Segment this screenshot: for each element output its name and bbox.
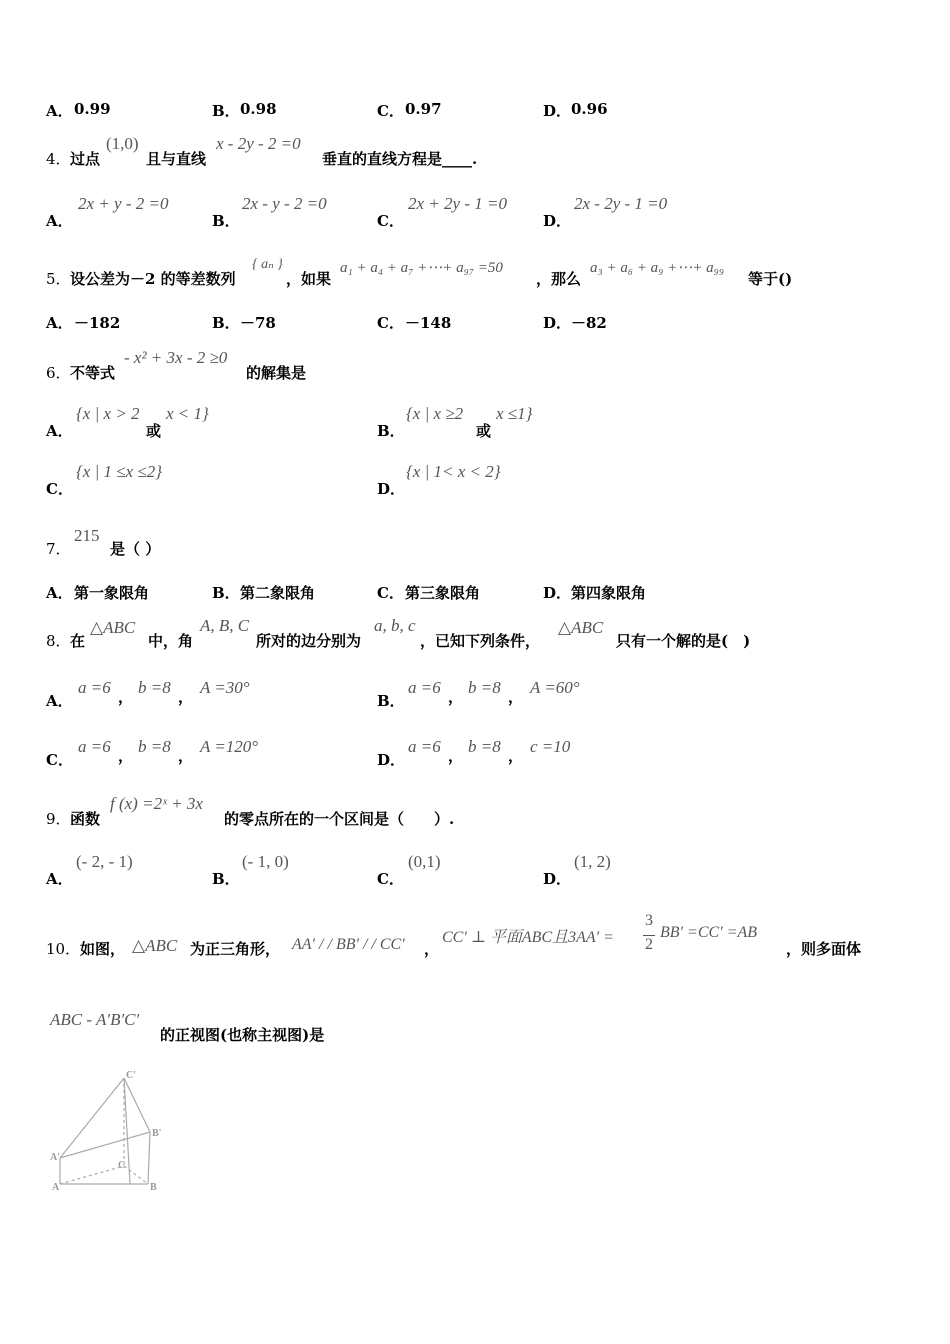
q5-option-d-label: D． — [543, 314, 572, 332]
q8-option-d-sep2: ， — [508, 747, 524, 765]
q8-option-d-label: D． — [377, 751, 406, 769]
q4-option-d-label: D． — [543, 212, 572, 230]
q10-parallel: AA′ / / BB′ / / CC′ — [292, 936, 405, 953]
q8-option-c-3: A =120° — [200, 737, 259, 756]
q8-option-c-sep1: ， — [118, 747, 134, 765]
label-c: C — [118, 1160, 126, 1171]
q9-option-b-label: B． — [212, 870, 240, 888]
q7-option-a-label: A． — [46, 584, 73, 602]
q10-text-5: 的正视图(也称主视图)是 — [160, 1026, 325, 1044]
q6-text-1: 不等式 — [70, 364, 116, 382]
q6-text-2: 的解集是 — [246, 364, 307, 382]
q4-number: 4． — [46, 150, 71, 168]
polyhedron-figure — [48, 1066, 178, 1196]
q7-option-d: 第四象限角 — [571, 584, 647, 602]
q9-option-d: (1, 2) — [574, 852, 611, 871]
q5-option-d: －82 — [571, 314, 607, 332]
q3-option-a: 0.99 — [74, 100, 111, 118]
q7-stem — [0, 522, 950, 562]
edge-cb-hidden — [124, 1166, 148, 1184]
q3-option-a-label: A． — [46, 102, 73, 120]
q3-option-d: 0.96 — [571, 100, 608, 118]
q4-option-c-label: C． — [377, 212, 404, 230]
q4-option-c: 2x + 2y - 1 =0 — [408, 194, 507, 213]
q10-fraction-denominator: 2 — [645, 936, 653, 953]
q3-option-b: 0.98 — [240, 100, 277, 118]
q7-angle: 215 — [74, 526, 100, 545]
q5-stem — [0, 252, 950, 292]
q8-option-c-sep2: ， — [178, 747, 194, 765]
q7-number: 7． — [46, 540, 71, 558]
q10-fraction-numerator: 3 — [645, 912, 653, 929]
q5-option-b-label: B． — [212, 314, 240, 332]
q10-stem — [0, 914, 950, 964]
q6-option-a-label: A． — [46, 422, 73, 440]
q4-text-3: 垂直的直线方程是____. — [322, 150, 478, 168]
q4-line: x - 2y - 2 =0 — [216, 134, 301, 153]
q6-options-cd — [0, 462, 950, 502]
q8-text-5: 只有一个解的是( ) — [616, 632, 751, 650]
q8-triangle-2: △ABC — [558, 618, 604, 637]
q7-option-c: 第三象限角 — [405, 584, 481, 602]
q8-text-1: 在 — [70, 632, 86, 650]
edge-ac-hidden — [60, 1166, 124, 1184]
q9-option-a: (- 2, - 1) — [76, 852, 133, 871]
q6-option-a-part2: x < 1} — [166, 404, 209, 423]
q3-option-c: 0.97 — [405, 100, 442, 118]
q10-text-3: ， — [424, 940, 440, 958]
q5-number: 5． — [46, 270, 71, 288]
q9-option-c-label: C． — [377, 870, 404, 888]
q10-text-4: ，则多面体 — [786, 940, 862, 958]
q8-sides: a, b, c — [374, 616, 416, 635]
q5-sequence: { aₙ } — [252, 257, 283, 272]
q9-options — [0, 852, 950, 892]
q8-option-c-label: C． — [46, 751, 73, 769]
q10-polyhedron: ABC - A′B′C′ — [50, 1010, 140, 1029]
q6-option-a-or: 或 — [146, 422, 162, 440]
q3-option-d-label: D． — [543, 102, 572, 120]
q9-option-a-label: A． — [46, 870, 73, 888]
q9-option-d-label: D． — [543, 870, 572, 888]
q9-option-c: (0,1) — [408, 852, 441, 871]
q6-stem — [0, 346, 950, 386]
q5-option-a: －182 — [74, 314, 121, 332]
q7-option-b-label: B． — [212, 584, 240, 602]
q8-option-a-2: b =8 — [138, 678, 171, 697]
q4-text-2: 且与直线 — [146, 150, 207, 168]
q5-text-1: 设公差为－2 的等差数列 — [70, 270, 236, 288]
label-a: A — [52, 1182, 60, 1193]
q8-number: 8． — [46, 632, 71, 650]
q8-stem — [0, 614, 950, 654]
q8-option-b-sep1: ， — [448, 688, 464, 706]
label-a-prime: A' — [50, 1152, 60, 1163]
q5-option-a-label: A． — [46, 314, 73, 332]
q4-point: (1,0) — [106, 134, 139, 153]
edge-c1b1 — [124, 1078, 150, 1132]
q10-triangle: △ABC — [132, 936, 178, 955]
q6-option-b-or: 或 — [476, 422, 492, 440]
q7-option-d-label: D． — [543, 584, 572, 602]
q6-option-d-label: D． — [377, 480, 406, 498]
q4-option-b: 2x - y - 2 =0 — [242, 194, 327, 213]
edge-a1c1 — [60, 1078, 124, 1158]
q8-option-d-3: c =10 — [530, 737, 571, 756]
label-c-prime: C' — [126, 1070, 136, 1081]
q9-text-1: 函数 — [70, 810, 101, 828]
q9-function: f (x) =2ˣ + 3x — [110, 794, 203, 813]
q8-option-d-2: b =8 — [468, 737, 501, 756]
edge-bb1 — [148, 1132, 150, 1184]
q5-text-4: 等于() — [748, 270, 793, 288]
q7-option-c-label: C． — [377, 584, 404, 602]
q6-options-ab — [0, 404, 950, 444]
label-b-prime: B' — [152, 1128, 162, 1139]
edge-a1b1 — [60, 1132, 150, 1158]
q10-condition-2: BB′ =CC′ =AB — [660, 924, 758, 941]
q3-option-c-label: C． — [377, 102, 404, 120]
q6-number: 6． — [46, 364, 71, 382]
q6-option-b-part2: x ≤1} — [496, 404, 533, 423]
q3-option-b-label: B． — [212, 102, 240, 120]
q8-options-ab — [0, 674, 950, 714]
q9-option-b: (- 1, 0) — [242, 852, 289, 871]
q5-text-3: ，那么 — [536, 270, 582, 288]
q8-text-2: 中，角 — [148, 632, 194, 650]
q4-option-a-label: A． — [46, 212, 73, 230]
q8-text-4: ，已知下列条件， — [420, 632, 541, 650]
q8-option-b-3: A =60° — [530, 678, 580, 697]
q4-stem — [0, 132, 950, 172]
q5-text-2: ，如果 — [286, 270, 332, 288]
q8-option-a-sep1: ， — [118, 688, 134, 706]
q4-text-1: 过点 — [70, 150, 101, 168]
q8-option-b-label: B． — [377, 692, 405, 710]
q6-option-b-label: B． — [377, 422, 405, 440]
q8-angles: A, B, C — [200, 616, 250, 635]
q6-option-c-label: C． — [46, 480, 73, 498]
q8-options-cd — [0, 733, 950, 773]
q8-option-d-sep1: ， — [448, 747, 464, 765]
q6-option-a-part1: {x | x > 2 — [76, 404, 140, 423]
q8-option-d-1: a =6 — [408, 737, 441, 756]
q8-option-a-3: A =30° — [200, 678, 250, 697]
q5-option-c: －148 — [405, 314, 452, 332]
q10-number: 10． — [46, 940, 81, 958]
q8-option-b-1: a =6 — [408, 678, 441, 697]
q4-option-a: 2x + y - 2 =0 — [78, 194, 169, 213]
q8-option-a-sep2: ， — [178, 688, 194, 706]
q5-option-b: －78 — [240, 314, 276, 332]
q6-option-c: {x | 1 ≤x ≤2} — [76, 462, 163, 481]
q8-option-b-sep2: ， — [508, 688, 524, 706]
q5-sum-target: a₃ + a₆ + a₉ +⋯+ a₉₉ — [590, 260, 725, 276]
q6-inequality: - x² + 3x - 2 ≥0 — [124, 348, 228, 367]
q4-options — [0, 194, 950, 234]
q8-triangle: △ABC — [90, 618, 136, 637]
q8-option-c-1: a =6 — [78, 737, 111, 756]
q10-condition-1: CC′ ⊥ 平面ABC且3AA′ = — [442, 929, 614, 946]
q6-option-b-part1: {x | x ≥2 — [406, 404, 464, 423]
q7-text-1: 是（ ） — [110, 540, 161, 558]
q7-option-a: 第一象限角 — [74, 584, 150, 602]
q10-text-2: 为正三角形， — [190, 940, 281, 958]
q8-option-a-label: A． — [46, 692, 73, 710]
q6-option-d: {x | 1< x < 2} — [406, 462, 501, 481]
q8-option-b-2: b =8 — [468, 678, 501, 697]
q7-option-b: 第二象限角 — [240, 584, 316, 602]
q9-number: 9． — [46, 810, 71, 828]
q9-text-2: 的零点所在的一个区间是（ ）. — [224, 810, 455, 828]
q8-option-c-2: b =8 — [138, 737, 171, 756]
label-b: B — [150, 1182, 157, 1193]
q8-text-3: 所对的边分别为 — [256, 632, 362, 650]
q4-option-d: 2x - 2y - 1 =0 — [574, 194, 668, 213]
q10-text-1: 如图， — [80, 940, 126, 958]
q9-stem — [0, 792, 950, 832]
q4-option-b-label: B． — [212, 212, 240, 230]
q10-stem-2 — [0, 1006, 950, 1046]
q5-sum-given: a₁ + a₄ + a₇ +⋯+ a₉₇ =50 — [340, 260, 503, 276]
q5-option-c-label: C． — [377, 314, 404, 332]
q8-option-a-1: a =6 — [78, 678, 111, 697]
